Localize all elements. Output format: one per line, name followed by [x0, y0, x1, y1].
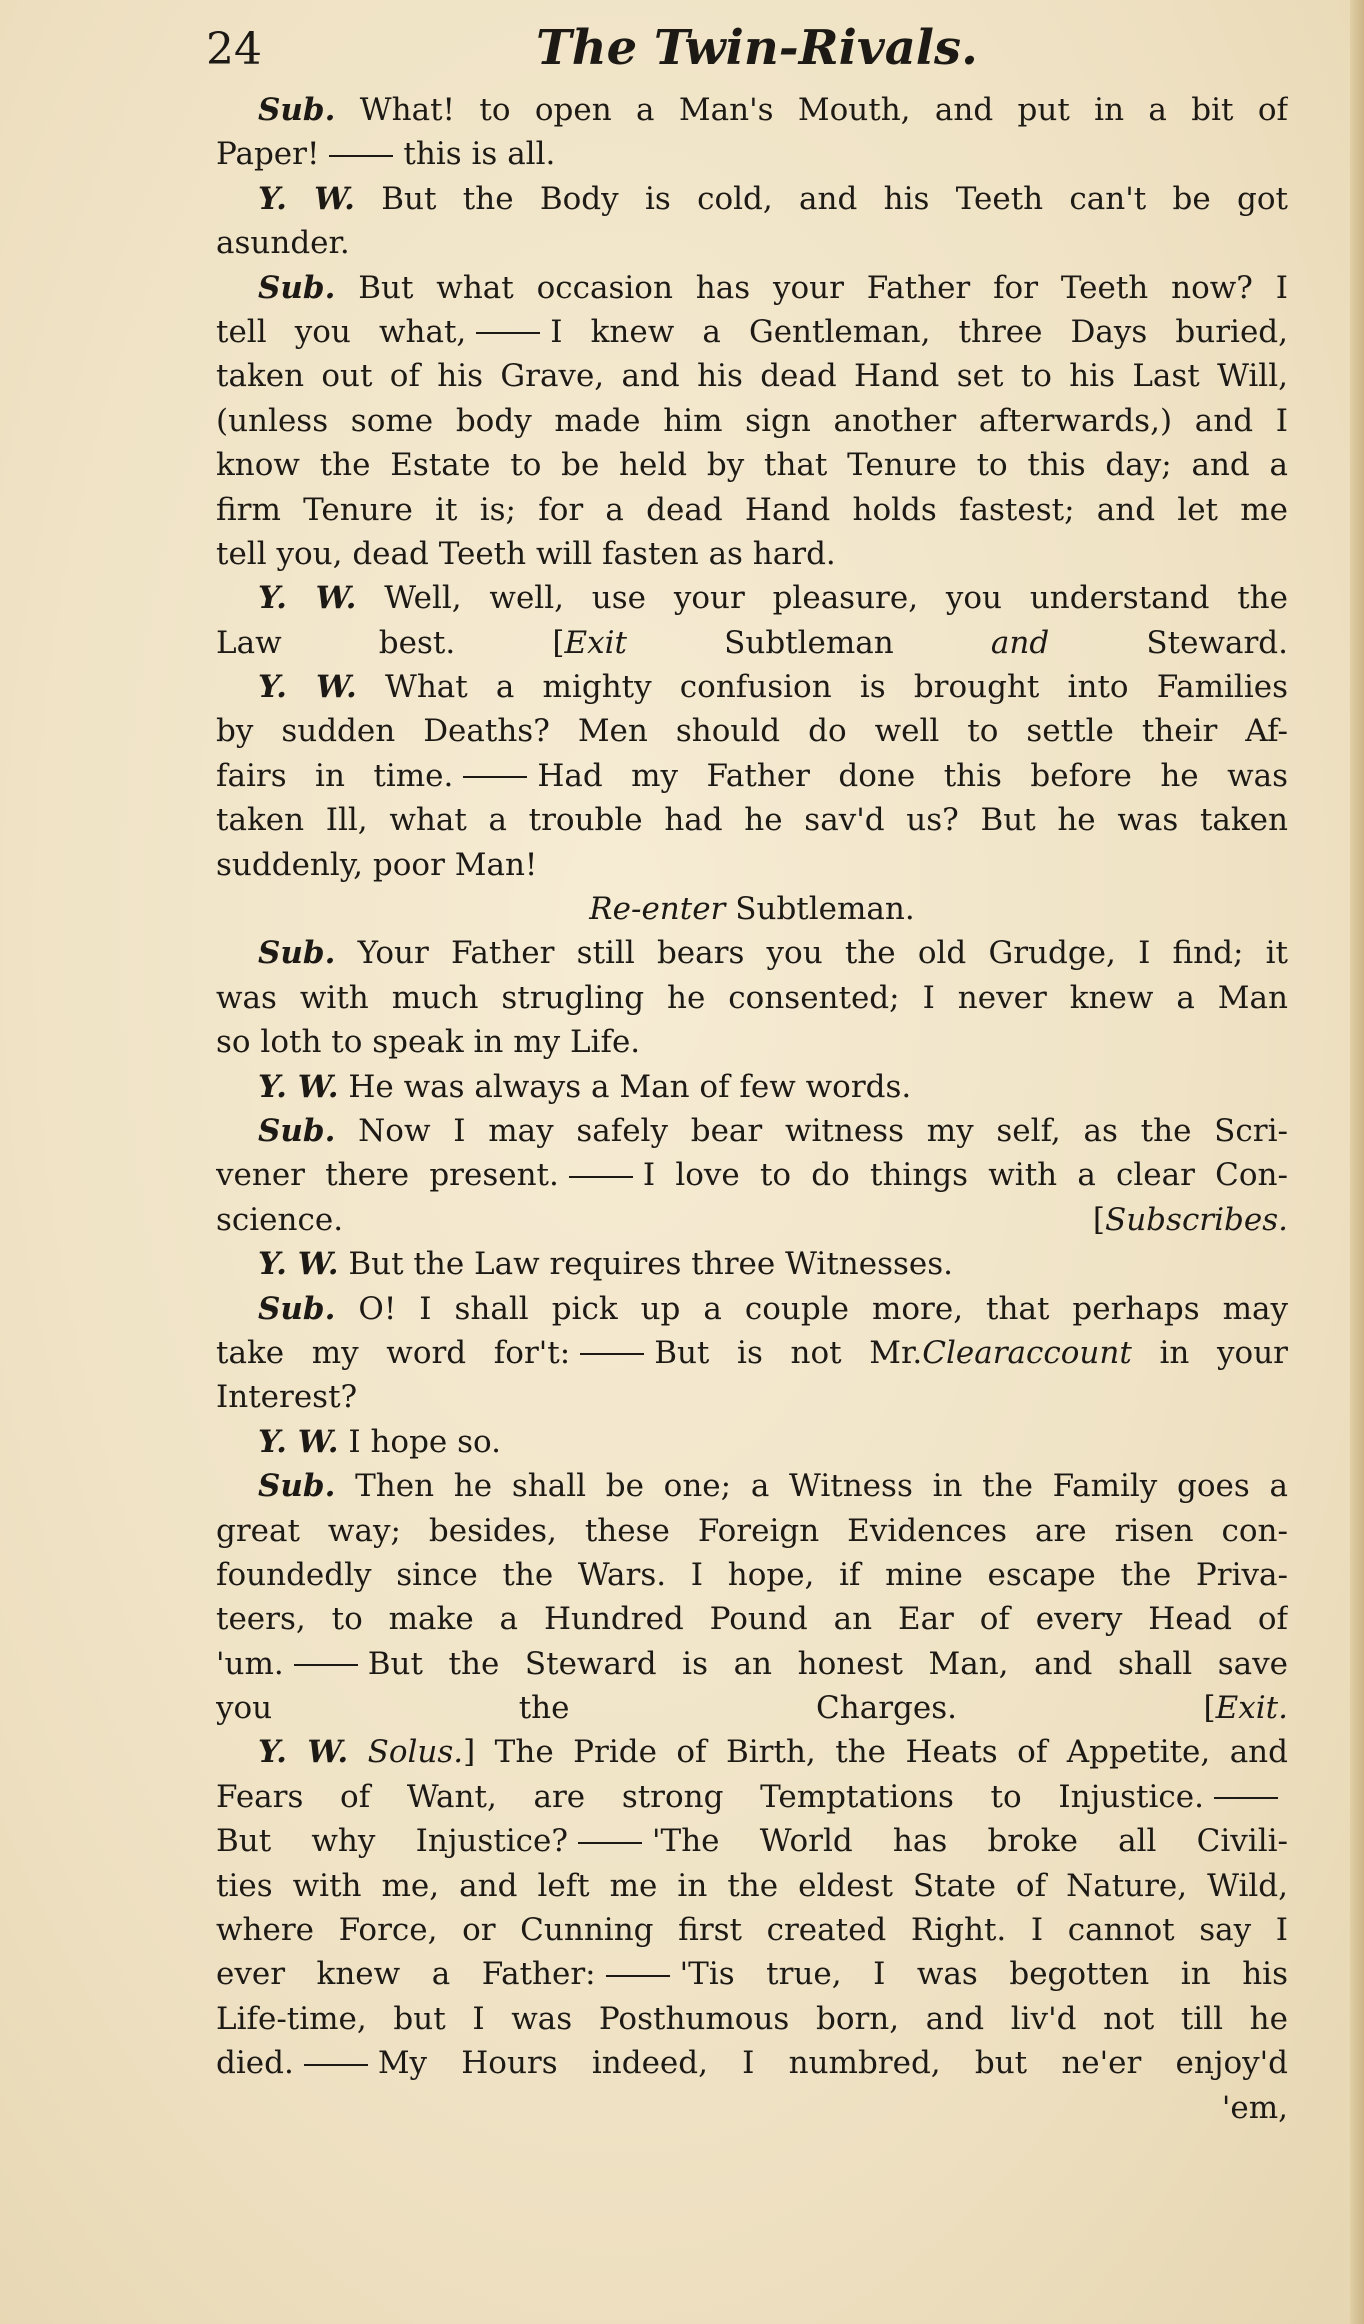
text-line: [216, 798, 1288, 842]
line-text: tell you, dead Teeth will fasten as hard.: [216, 535, 836, 572]
running-title: The Twin-Rivals.: [536, 20, 978, 76]
em-dash-rule: [569, 1176, 633, 1178]
italic-text: Subscribes.: [1104, 1201, 1288, 1238]
line-text: My Hours indeed, I numbred, but ne'er enjoy'd: [377, 2045, 1288, 2082]
text-line: [216, 1730, 1288, 1774]
line-text: firm Tenure it is; for a dead Hand holds fastest; and let me: [216, 491, 1288, 528]
text-line: [216, 1597, 1288, 1641]
text-line: [216, 88, 1288, 132]
text-line: [216, 266, 1288, 310]
page-header: [200, 18, 1280, 78]
line-text: I love to do things with a clear Con-: [642, 1157, 1288, 1194]
text-line: [216, 1198, 1288, 1242]
line-text: foundedly since the Wars. I hope, if mine escape the Priva-: [216, 1556, 1288, 1593]
italic-text: Clearaccount: [922, 1334, 1132, 1371]
line-text: great way; besides, these Foreign Evidences are risen con-: [216, 1512, 1288, 1549]
em-dash-rule: [304, 2064, 368, 2066]
line-text: Paper!: [216, 136, 320, 173]
em-dash-rule: [476, 332, 540, 334]
line-text: But why Injustice?: [216, 1823, 569, 1860]
text-line: [216, 976, 1288, 1020]
speaker-name: Sub.: [258, 935, 336, 972]
text-line: [216, 1997, 1288, 2041]
line-text: But the Body is cold, and his Teeth can't be got: [354, 180, 1288, 217]
line-text: But the Law requires three Witnesses.: [338, 1246, 954, 1283]
line-text: What! to open a Man's Mouth, and put in a bit of: [335, 92, 1288, 128]
speaker-name: Y. W.: [258, 1246, 339, 1283]
speaker-name: Y. W.: [258, 1734, 349, 1771]
text-line: [216, 887, 1288, 931]
line-text: Had my Father done this before he was: [537, 757, 1288, 794]
line-text: ] The Pride of Birth, the Heats of Appetite, and: [463, 1734, 1288, 1771]
line-text: Steward.: [1049, 624, 1288, 661]
line-text: taken out of his Grave, and his dead Hand set to his Last Will,: [216, 358, 1288, 395]
em-dash-rule: [329, 155, 393, 157]
line-text: What a mighty confusion is brought into Families: [356, 669, 1288, 706]
line-text: But the Steward is an honest Man, and shall save: [367, 1645, 1288, 1682]
em-dash-rule: [578, 1842, 642, 1844]
italic-text: Exit: [564, 624, 627, 661]
line-text: tell you what,: [216, 313, 467, 350]
page-edge-shadow: [1350, 0, 1364, 2324]
text-line: [216, 1908, 1288, 1952]
text-line: [216, 1553, 1288, 1597]
speaker-name: Sub.: [258, 1290, 336, 1327]
line-text: 'Tis true, I was begotten in his: [679, 1956, 1288, 1993]
line-text: 'The World has broke all Civili-: [652, 1823, 1288, 1860]
line-text: Life-time, but I was Posthumous born, and liv'd not till he: [216, 2000, 1288, 2037]
line-text: teers, to make a Hundred Pound an Ear of every Head of: [216, 1601, 1288, 1638]
line-text: science. [: [216, 1201, 1105, 1238]
text-line: [216, 532, 1288, 576]
text-line: [216, 1065, 1288, 1109]
line-text: where Force, or Cunning first created Right. I cannot say I: [216, 1912, 1288, 1949]
speaker-name: Sub.: [258, 92, 336, 128]
text-line: [216, 1020, 1288, 1064]
italic-text: Solus.: [367, 1734, 464, 1771]
line-text: O! I shall pick up a couple more, that perhaps may: [335, 1290, 1288, 1327]
line-text: 'um.: [216, 1645, 284, 1682]
text-line: [216, 1819, 1288, 1863]
line-text: Subtleman.: [725, 891, 915, 928]
line-text: was with much strugling he consented; I never knew a Man: [216, 979, 1288, 1016]
line-text: this is all.: [403, 136, 556, 173]
line-text: know the Estate to be held by that Tenure to this day; and a: [216, 447, 1288, 484]
text-line: [216, 443, 1288, 487]
speaker-name: Y. W.: [258, 180, 355, 217]
text-line: [216, 576, 1288, 620]
text-line: [216, 177, 1288, 221]
text-line: [216, 1331, 1288, 1375]
em-dash-rule: [294, 1664, 358, 1666]
text-line: [216, 1375, 1288, 1419]
speaker-name: Sub.: [258, 1468, 336, 1505]
speaker-name: Y. W.: [258, 1068, 339, 1105]
text-line: [216, 1109, 1288, 1153]
text-line: [216, 931, 1288, 975]
text-line: [216, 709, 1288, 753]
line-text: Then he shall be one; a Witness in the Family goes a: [335, 1468, 1288, 1505]
em-dash-rule: [606, 1975, 670, 1977]
line-text: by sudden Deaths? Men should do well to settle their Af-: [216, 713, 1288, 750]
line-text: Now I may safely bear witness my self, as the Scri-: [335, 1112, 1288, 1149]
line-text: I knew a Gentleman, three Days buried,: [550, 313, 1288, 350]
em-dash-rule: [1214, 1797, 1278, 1799]
line-text: Subtleman: [626, 624, 991, 661]
text-line: [216, 1420, 1288, 1464]
line-text: But what occasion has your Father for Teeth now? I: [335, 269, 1288, 306]
line-text: suddenly, poor Man!: [216, 846, 538, 883]
line-text: (unless some body made him sign another afterwards,) and I: [216, 402, 1288, 439]
text-line: [216, 2041, 1288, 2085]
text-line: [216, 1287, 1288, 1331]
play-text-body: [216, 88, 1288, 2130]
line-text: fairs in time.: [216, 757, 454, 794]
line-text: I hope so.: [338, 1423, 502, 1460]
line-text: He was always a Man of few words.: [338, 1068, 912, 1105]
line-text: Fears of Want, are strong Temptations to Injustice.: [216, 1778, 1204, 1815]
italic-text: Exit.: [1215, 1690, 1288, 1727]
text-line: [216, 1775, 1288, 1819]
em-dash-rule: [463, 776, 527, 778]
speaker-name: Y. W.: [258, 1423, 339, 1460]
text-line: [216, 843, 1288, 887]
line-text: take my word for't:: [216, 1334, 571, 1371]
text-line: [216, 1153, 1288, 1197]
line-text: Your Father still bears you the old Grudge, I find; it: [335, 935, 1288, 972]
text-line: [216, 621, 1288, 665]
text-line: [216, 221, 1288, 265]
text-line: [216, 2086, 1288, 2130]
text-line: [216, 1642, 1288, 1686]
line-text: asunder.: [216, 225, 350, 262]
line-text: Law best. [: [216, 624, 565, 661]
speaker-name: Y. W.: [258, 580, 357, 617]
line-text: [348, 1734, 367, 1770]
text-line: [216, 310, 1288, 354]
line-text: 'em,: [1221, 2089, 1288, 2126]
line-text: in your: [1131, 1334, 1288, 1371]
text-line: [216, 1464, 1288, 1508]
line-text: ties with me, and left me in the eldest State of Nature, Wild,: [216, 1867, 1288, 1904]
line-text: you the Charges. [: [216, 1690, 1216, 1727]
line-text: vener there present.: [216, 1157, 559, 1194]
speaker-name: Sub.: [258, 1112, 336, 1149]
text-line: [216, 1952, 1288, 1996]
em-dash-rule: [580, 1353, 644, 1355]
text-line: [216, 488, 1288, 532]
text-line: [216, 665, 1288, 709]
text-line: [216, 1686, 1288, 1730]
line-text: died.: [216, 2045, 294, 2082]
page-number: 24: [206, 24, 262, 75]
line-text: taken Ill, what a trouble had he sav'd us? But he was taken: [216, 802, 1288, 839]
text-line: [216, 1242, 1288, 1286]
text-line: [216, 399, 1288, 443]
line-text: Interest?: [216, 1379, 358, 1416]
text-line: [216, 354, 1288, 398]
text-line: [216, 754, 1288, 798]
line-text: But is not Mr.: [654, 1334, 923, 1371]
italic-text: and: [990, 624, 1050, 661]
line-text: ever knew a Father:: [216, 1956, 596, 1993]
text-line: [216, 132, 1288, 176]
line-text: so loth to speak in my Life.: [216, 1024, 641, 1061]
speaker-name: Y. W.: [258, 669, 357, 706]
italic-text: Re-enter: [589, 891, 726, 928]
speaker-name: Sub.: [258, 269, 336, 306]
text-line: [216, 1864, 1288, 1908]
line-text: Well, well, use your pleasure, you understand the: [356, 580, 1288, 617]
text-line: [216, 1509, 1288, 1553]
